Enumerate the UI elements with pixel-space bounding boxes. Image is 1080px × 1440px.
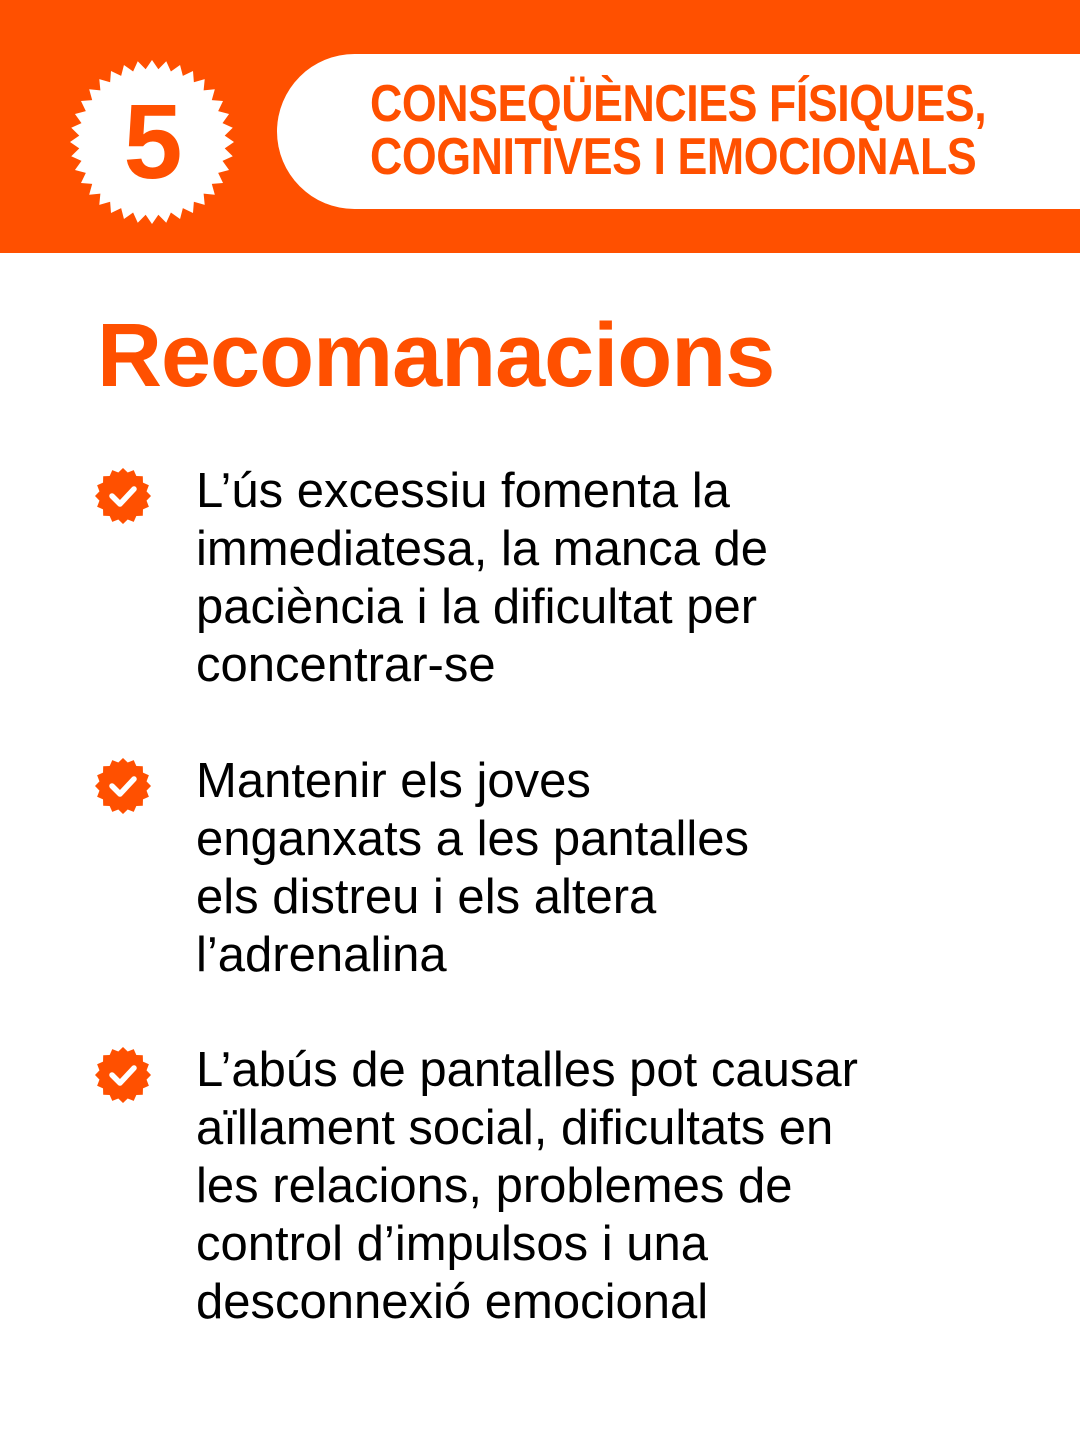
section-number: 5 [123,83,181,201]
check-badge-icon [95,468,151,524]
header-title [370,75,987,186]
check-badge-icon [95,1047,151,1103]
header-title-line-1: CONSEQÜÈNCIES FÍSIQUES, [370,75,987,133]
section-title: Recomanacions [97,306,775,406]
list-item-text: L’ús excessiu fomenta la immediatesa, la manca de paciència i la dificultat per concentrar-se [196,464,768,692]
list-item-text: L’abús de pantalles pot causar aïllament social, dificultats en les relacions, problemes de control d’impulsos i una desconnexió emocional [196,1043,858,1329]
list-item-text: Mantenir els joves enganxats a les pantalles els distreu i els altera l’adrenalina [196,754,749,982]
header-banner [0,0,1080,253]
header-title-line-2: COGNITIVES I EMOCIONALS [370,128,977,186]
check-badge-icon [95,758,151,814]
number-seal [70,60,234,224]
